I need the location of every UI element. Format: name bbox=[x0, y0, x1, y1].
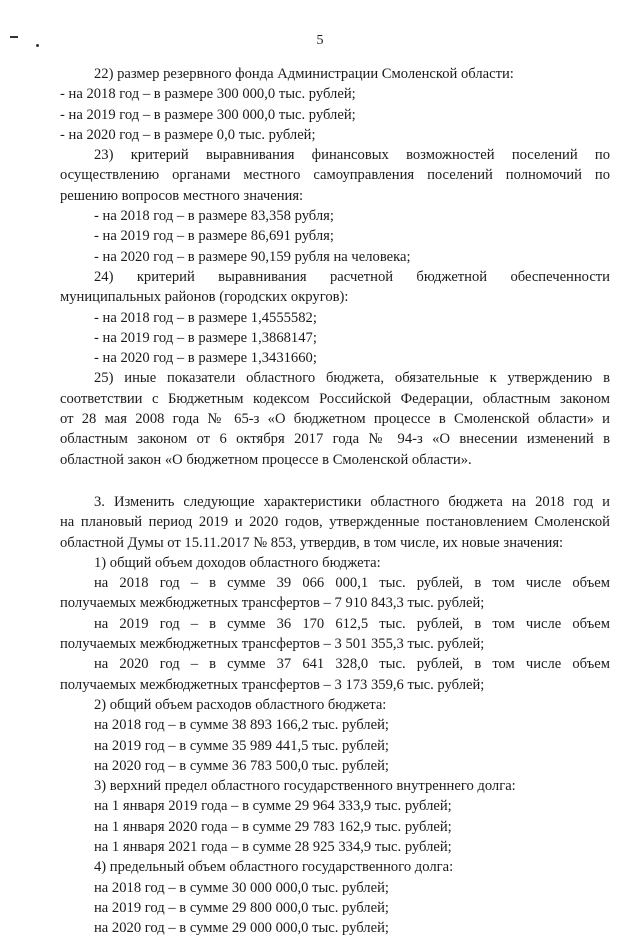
debt-title: 3) верхний предел областного государственного внутреннего долга: bbox=[94, 778, 516, 795]
item-23-title: 23) критерий выравнивания финансовых возможностей поселений по bbox=[94, 147, 610, 164]
section-3-line: на плановый период 2019 и 2020 годов, утвержденные постановлением Смоленской bbox=[60, 514, 610, 531]
item-25-first: 25) иные показатели областного бюджета, обязательные к утверждению в bbox=[94, 370, 610, 387]
item-22-title: 22) размер резервного фонда Администрации Смоленской области: bbox=[94, 66, 514, 82]
expense-line: на 2019 год – в сумме 35 989 441,5 тыс. рублей; bbox=[94, 737, 389, 754]
item-24-title-cont: муниципальных районов (городских округов): bbox=[60, 289, 349, 306]
item-22-line: - на 2019 год – в размере 300 000,0 тыс. рублей; bbox=[60, 106, 356, 123]
income-line: на 2018 год – в сумме 39 066 000,1 тыс. рублей, в том числе объем bbox=[94, 575, 610, 592]
expense-line: на 2018 год – в сумме 38 893 166,2 тыс. рублей; bbox=[94, 717, 389, 734]
limit-line: на 2018 год – в сумме 30 000 000,0 тыс. рублей; bbox=[94, 879, 389, 896]
income-title: 1) общий объем доходов областного бюджета: bbox=[94, 554, 381, 571]
income-line: на 2020 год – в сумме 37 641 328,0 тыс. рублей, в том числе объем bbox=[94, 656, 610, 673]
document-body bbox=[60, 64, 610, 938]
debt-line: на 1 января 2019 года – в сумме 29 964 333,9 тыс. рублей; bbox=[94, 798, 452, 815]
section-3-first: 3. Изменить следующие характеристики областного бюджета на 2018 год и bbox=[94, 493, 610, 510]
item-24-line: - на 2018 год – в размере 1,4555582; bbox=[94, 309, 317, 326]
item-24-line: - на 2019 год – в размере 1,3868147; bbox=[94, 329, 317, 346]
item-24-line: - на 2020 год – в размере 1,3431660; bbox=[94, 350, 317, 367]
item-23-title-cont: осуществлению органами местного самоуправления поселений полномочий по bbox=[60, 167, 610, 184]
limit-title: 4) предельный объем областного государственного долга: bbox=[94, 859, 454, 876]
page-number: 5 bbox=[316, 33, 324, 48]
section-3-last: областной Думы от 15.11.2017 № 853, утвердив, в том числе, их новые значения: bbox=[60, 534, 564, 551]
limit-line: на 2019 год – в сумме 29 800 000,0 тыс. рублей; bbox=[94, 899, 389, 916]
paragraph-gap bbox=[60, 470, 610, 492]
item-23-line: - на 2020 год – в размере 90,159 рубля на человека; bbox=[94, 248, 411, 265]
item-23-line: - на 2019 год – в размере 86,691 рубля; bbox=[94, 228, 334, 245]
item-25-line: от 28 мая 2008 года № 65-з «О бюджетном процессе в Смоленской области» и bbox=[60, 411, 610, 428]
income-line: на 2019 год – в сумме 36 170 612,5 тыс. рублей, в том числе объем bbox=[94, 615, 610, 632]
item-22-line: - на 2020 год – в размере 0,0 тыс. рублей; bbox=[60, 126, 316, 143]
item-25-last: областной закон «О бюджетном процессе в Смоленской области». bbox=[60, 451, 472, 468]
item-24-title: 24) критерий выравнивания расчетной бюджетной обеспеченности bbox=[94, 268, 610, 285]
item-23-title-cont: решению вопросов местного значения: bbox=[60, 187, 304, 204]
income-line-cont: получаемых межбюджетных трансфертов – 7 910 843,3 тыс. рублей; bbox=[60, 595, 485, 612]
item-25-line: соответствии с Бюджетным кодексом Российской Федерации, областным законом bbox=[60, 390, 610, 407]
income-line-cont: получаемых межбюджетных трансфертов – 3 501 355,3 тыс. рублей; bbox=[60, 636, 485, 653]
item-22-line: - на 2018 год – в размере 300 000,0 тыс. рублей; bbox=[60, 86, 356, 103]
item-25-line: областным законом от 6 октября 2017 года № 94-з «О внесении изменений в bbox=[60, 431, 610, 448]
item-23-line: - на 2018 год – в размере 83,358 рубля; bbox=[94, 208, 334, 225]
limit-line: на 2020 год – в сумме 29 000 000,0 тыс. рублей; bbox=[94, 920, 389, 937]
expense-line: на 2020 год – в сумме 36 783 500,0 тыс. рублей; bbox=[94, 757, 389, 774]
debt-line: на 1 января 2020 года – в сумме 29 783 162,9 тыс. рублей; bbox=[94, 818, 452, 835]
expense-title: 2) общий объем расходов областного бюджета: bbox=[94, 696, 387, 713]
debt-line: на 1 января 2021 года – в сумме 28 925 334,9 тыс. рублей; bbox=[94, 838, 452, 855]
income-line-cont: получаемых межбюджетных трансфертов – 3 173 359,6 тыс. рублей; bbox=[60, 676, 485, 693]
